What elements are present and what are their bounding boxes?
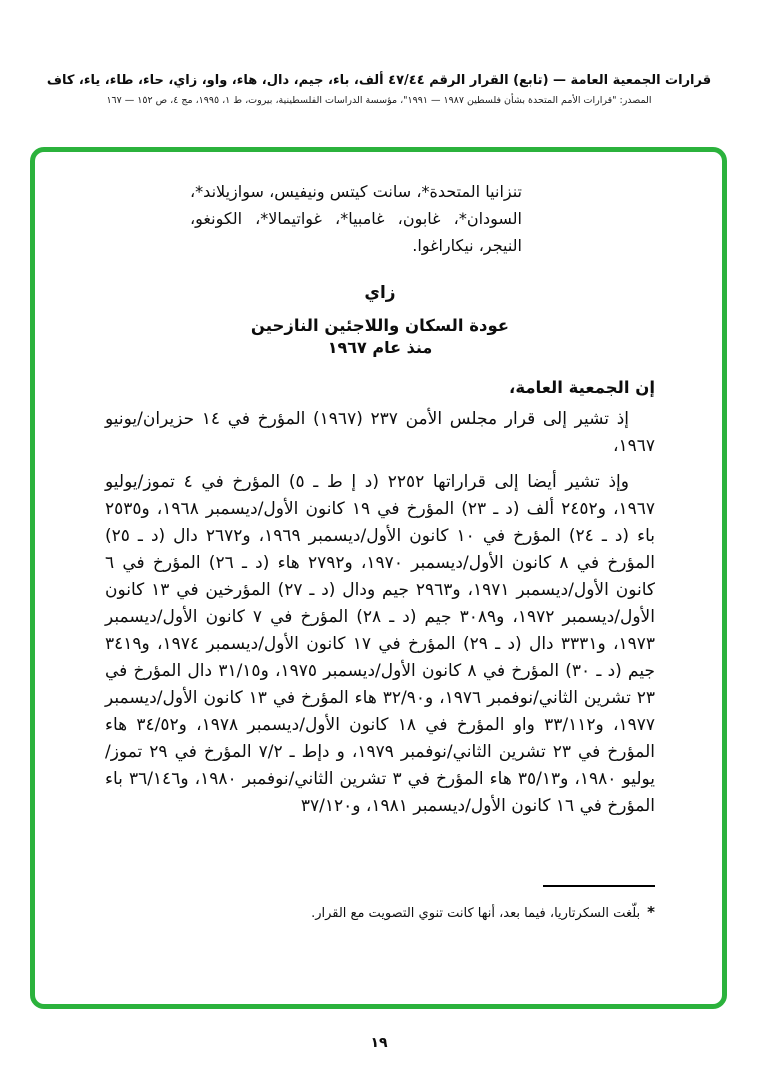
footnote-text: بلّغت السكرتاريا، فيما بعد، أنها كانت تنوي التصويت مع القرار.	[311, 906, 641, 921]
preamble-paragraph-2: وإذ تشير أيضا إلى قراراتها ٢٢٥٢ (د إ ط ـ ٥) المؤرخ في ٤ تموز/يوليو ١٩٦٧، و٢٤٥٢ ألف (د ـ ٢٣) المؤرخ في ١٩ كانون الأول/ديسمبر ١٩٦٨، و٢٥٣٥ باء (د ـ ٢٤) المؤرخ في ١٠ كانون الأول/ديسمبر ١٩٦٩، و٢٦٧٢ دال (د ـ ٢٥) المؤرخ في ٨ كانون الأول/ديسمبر ١٩٧٠، و٢٧٩٢ هاء (د ـ ٢٦) المؤرخ في ٦ كانون الأول/ديسمبر ١٩٧١، و٢٩٦٣ جيم ودال (د ـ ٢٧) المؤرخين في ١٣ كانون الأول/ديسمبر ١٩٧٢، و٣٠٨٩ جيم (د ـ ٢٨) المؤرخ في ٧ كانون الأول/ديسمبر ١٩٧٣، و٣٣٣١ دال (د ـ ٢٩) المؤرخ في ١٧ كانون الأول/ديسمبر ١٩٧٤، و٣٤١٩ جيم (د ـ ٣٠) المؤرخ في ٨ كانون الأول/ديسمبر ١٩٧٥، و٣١/١٥ دال المؤرخ في ٢٣ تشرين الثاني/نوفمبر ١٩٧٦، و٣٢/٩٠ هاء المؤرخ في ١٣ كانون الأول/ديسمبر ١٩٧٧، و٣٣/١١٢ واو المؤرخ في ١٨ كانون الأول/ديسمبر ١٩٧٨، و٣٤/٥٢ هاء المؤرخ في ٢٣ تشرين الثاني/نوفمبر ١٩٧٩، و دإط ـ ٧/٢ المؤرخ في ٢٩ تموز/يوليو ١٩٨٠، و٣٥/١٣ هاء المؤرخ في ٣ تشرين الثاني/نوفمبر ١٩٨٠، و٣٦/١٤٦ باء المؤرخ في ١٦ كانون الأول/ديسمبر ١٩٨١، و٣٧/١٢٠	[105, 472, 656, 816]
document-content	[105, 178, 655, 820]
preamble-opening: إن الجمعية العامة،	[509, 378, 655, 397]
document-border	[30, 147, 727, 1009]
resolution-title: عودة السكان واللاجئين النازحين	[250, 316, 510, 335]
footnote-separator	[543, 885, 655, 887]
header-title: قرارات الجمعية العامة — (تابع) القرار الرقم ٤٧/٤٤ ألف، باء، جيم، دال، هاء، واو، زاي، حاء، طاء، ياء، كاف	[46, 73, 712, 88]
voting-country-list: تنزانيا المتحدة*، سانت كيتس ونيفيس، سوازيلاند*، السودان*، غابون، غامبيا*، غواتيمالا*، الكونغو، النيجر، نيكاراغوا.	[190, 182, 522, 255]
resolution-subtitle: منذ عام ١٩٦٧	[327, 338, 433, 357]
footnote-marker: *	[647, 903, 655, 921]
footnote	[105, 903, 655, 923]
preamble-paragraph-1: إذ تشير إلى قرار مجلس الأمن ٢٣٧ (١٩٦٧) المؤرخ في ١٤ حزيران/يونيو ١٩٦٧،	[105, 409, 655, 456]
section-letter: زاي	[364, 283, 396, 303]
page-number: ١٩	[370, 1035, 388, 1051]
header-source-citation: المصدر: "قرارات الأمم المتحدة بشأن فلسطين ١٩٨٧ — ١٩٩١"، مؤسسة الدراسات الفلسطينية، بيروت، ط ١، ١٩٩٥، مج ٤، ص ١٥٢ — ١٦٧	[106, 95, 652, 106]
page-header	[36, 72, 722, 107]
